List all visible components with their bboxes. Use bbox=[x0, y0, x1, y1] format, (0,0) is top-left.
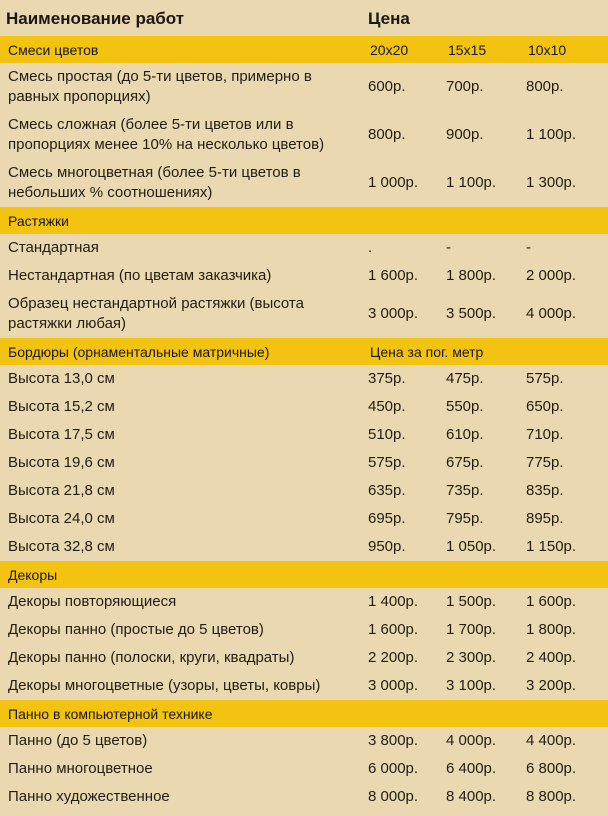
price-10x10: 8 800р. bbox=[526, 788, 577, 805]
price-10x10: 2 400р. bbox=[526, 649, 577, 666]
section-header-mixes bbox=[0, 36, 608, 63]
section-title: Декоры bbox=[8, 566, 58, 583]
price-20x20: 375р. bbox=[368, 370, 406, 387]
price-20x20: 1 600р. bbox=[368, 621, 419, 638]
price-20x20: 950р. bbox=[368, 538, 406, 555]
work-name: Декоры панно (простые до 5 цветов) bbox=[8, 621, 264, 638]
price-20x20: 6 000р. bbox=[368, 760, 419, 777]
section-header-panels bbox=[0, 700, 608, 727]
price-15x15: 3 500р. bbox=[446, 305, 497, 322]
work-name: Декоры повторяющиеся bbox=[8, 593, 177, 610]
price-20x20: 3 000р. bbox=[368, 677, 419, 694]
table-row bbox=[0, 588, 608, 616]
price-20x20: 1 600р. bbox=[368, 267, 419, 284]
price-20x20: . bbox=[368, 239, 373, 256]
table-header bbox=[0, 0, 608, 36]
price-15x15: 700р. bbox=[446, 78, 484, 95]
price-10x10: 1 150р. bbox=[526, 538, 577, 555]
price-15x15: 3 100р. bbox=[446, 677, 497, 694]
price-per-meter-note: Цена за пог. метр bbox=[370, 343, 484, 360]
price-10x10: 650р. bbox=[526, 398, 564, 415]
work-column-header: Наименование работ bbox=[6, 9, 185, 28]
work-name: Смесь простая (до 5-ти цветов, примерно в равных пропорциях) bbox=[8, 68, 312, 105]
price-15x15: 1 100р. bbox=[446, 174, 497, 191]
work-name: Высота 21,8 см bbox=[8, 482, 115, 499]
price-10x10: 1 800р. bbox=[526, 621, 577, 638]
price-10x10: 1 600р. bbox=[526, 593, 577, 610]
price-20x20: 450р. bbox=[368, 398, 406, 415]
work-name: Высота 15,2 см bbox=[8, 398, 115, 415]
work-name: Высота 24,0 см bbox=[8, 510, 115, 527]
price-20x20: 600р. bbox=[368, 78, 406, 95]
price-15x15: 795р. bbox=[446, 510, 484, 527]
work-name: Смесь сложная (более 5-ти цветов или в пропорциях менее 10% на несколько цветов) bbox=[8, 116, 325, 153]
table-row bbox=[0, 644, 608, 672]
table-row bbox=[0, 505, 608, 533]
price-15x15: 900р. bbox=[446, 126, 484, 143]
section-title: Бордюры (орнаментальные матричные) bbox=[8, 343, 270, 360]
size-column-10x10: 10x10 bbox=[528, 41, 567, 58]
work-name: Высота 13,0 см bbox=[8, 370, 115, 387]
price-10x10: 4 000р. bbox=[526, 305, 577, 322]
work-name: Высота 32,8 см bbox=[8, 538, 115, 555]
section-title: Панно в компьютерной технике bbox=[8, 705, 213, 722]
section-header-stretches bbox=[0, 207, 608, 234]
price-20x20: 1 400р. bbox=[368, 593, 419, 610]
work-name: Высота 17,5 см bbox=[8, 426, 115, 443]
table-row bbox=[0, 477, 608, 505]
size-column-15x15: 15x15 bbox=[448, 41, 487, 58]
price-15x15: 4 000р. bbox=[446, 732, 497, 749]
price-10x10: 3 200р. bbox=[526, 677, 577, 694]
price-15x15: 550р. bbox=[446, 398, 484, 415]
price-10x10: - bbox=[526, 239, 531, 256]
work-name: Смесь многоцветная (более 5-ти цветов в небольших % соотношениях) bbox=[8, 164, 301, 201]
price-20x20: 695р. bbox=[368, 510, 406, 527]
price-10x10: 800р. bbox=[526, 78, 564, 95]
work-name: Панно художественное bbox=[8, 788, 170, 805]
table-row bbox=[0, 290, 608, 338]
price-10x10: 1 300р. bbox=[526, 174, 577, 191]
price-15x15: 8 400р. bbox=[446, 788, 497, 805]
price-10x10: 575р. bbox=[526, 370, 564, 387]
section-header-borders bbox=[0, 338, 608, 365]
price-15x15: 475р. bbox=[446, 370, 484, 387]
table-row bbox=[0, 755, 608, 783]
table-row bbox=[0, 421, 608, 449]
price-20x20: 635р. bbox=[368, 482, 406, 499]
table-row bbox=[0, 365, 608, 393]
price-20x20: 3 800р. bbox=[368, 732, 419, 749]
price-15x15: 735р. bbox=[446, 482, 484, 499]
table-row bbox=[0, 533, 608, 561]
price-20x20: 800р. bbox=[368, 126, 406, 143]
price-15x15: 6 400р. bbox=[446, 760, 497, 777]
price-20x20: 575р. bbox=[368, 454, 406, 471]
work-name: Высота 19,6 см bbox=[8, 454, 115, 471]
price-10x10: 1 100р. bbox=[526, 126, 577, 143]
table-row bbox=[0, 234, 608, 262]
price-10x10: 775р. bbox=[526, 454, 564, 471]
price-10x10: 895р. bbox=[526, 510, 564, 527]
table-row bbox=[0, 63, 608, 111]
price-20x20: 2 200р. bbox=[368, 649, 419, 666]
table-row bbox=[0, 727, 608, 755]
work-name: Декоры многоцветные (узоры, цветы, ковры) bbox=[8, 677, 321, 694]
price-15x15: 675р. bbox=[446, 454, 484, 471]
work-name: Панно многоцветное bbox=[8, 760, 153, 777]
work-name: Нестандартная (по цветам заказчика) bbox=[8, 267, 272, 284]
price-10x10: 835р. bbox=[526, 482, 564, 499]
price-15x15: 2 300р. bbox=[446, 649, 497, 666]
table-row bbox=[0, 449, 608, 477]
price-10x10: 6 800р. bbox=[526, 760, 577, 777]
price-15x15: 1 500р. bbox=[446, 593, 497, 610]
work-name: Образец нестандартной растяжки (высота растяжки любая) bbox=[8, 295, 304, 332]
price-15x15: 1 050р. bbox=[446, 538, 497, 555]
table-row bbox=[0, 393, 608, 421]
price-15x15: 1 700р. bbox=[446, 621, 497, 638]
table-row bbox=[0, 159, 608, 207]
work-name: Стандартная bbox=[8, 239, 99, 256]
price-15x15: - bbox=[446, 239, 451, 256]
table-row bbox=[0, 616, 608, 644]
price-10x10: 2 000р. bbox=[526, 267, 577, 284]
table-row bbox=[0, 672, 608, 700]
price-20x20: 8 000р. bbox=[368, 788, 419, 805]
work-name: Декоры панно (полоски, круги, квадраты) bbox=[8, 649, 295, 666]
section-title: Смеси цветов bbox=[8, 41, 99, 58]
price-20x20: 1 000р. bbox=[368, 174, 419, 191]
section-title: Растяжки bbox=[8, 212, 69, 229]
price-15x15: 610р. bbox=[446, 426, 484, 443]
section-header-decors bbox=[0, 561, 608, 588]
price-15x15: 1 800р. bbox=[446, 267, 497, 284]
price-20x20: 3 000р. bbox=[368, 305, 419, 322]
price-10x10: 710р. bbox=[526, 426, 564, 443]
table-row bbox=[0, 783, 608, 811]
table-row bbox=[0, 111, 608, 159]
size-column-20x20: 20x20 bbox=[370, 41, 409, 58]
price-10x10: 4 400р. bbox=[526, 732, 577, 749]
table-row bbox=[0, 262, 608, 290]
price-20x20: 510р. bbox=[368, 426, 406, 443]
price-column-header: Цена bbox=[368, 9, 410, 28]
work-name: Панно (до 5 цветов) bbox=[8, 732, 148, 749]
